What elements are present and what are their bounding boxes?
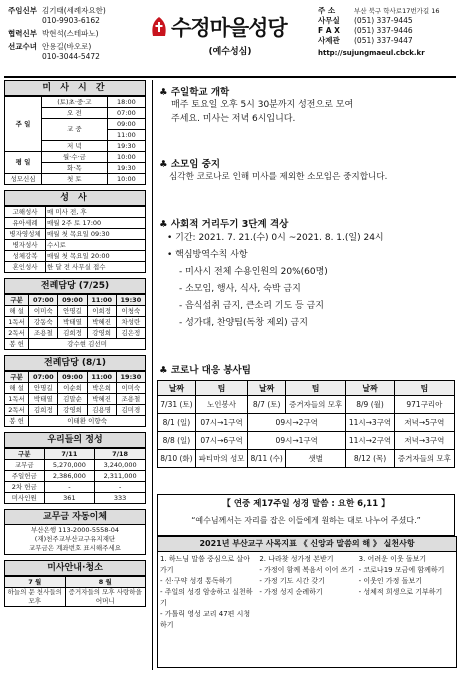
- cell: 이태환 이향숙: [29, 416, 146, 427]
- table-row: [5, 394, 146, 405]
- table-row: [5, 460, 146, 471]
- cell: 이희정: [87, 306, 116, 317]
- team: 샛별: [286, 450, 346, 468]
- mass-day: 월·수·금: [42, 152, 108, 163]
- verse-box: [157, 494, 455, 536]
- header-right: [318, 6, 458, 58]
- address-label: 주 소: [318, 6, 336, 15]
- news-line: • 기간: 2021. 7. 21.(수) 0시 ~2021. 8. 1.(일) 24시: [167, 233, 384, 243]
- office-phone: (051) 337-9445: [354, 16, 413, 25]
- role: 2독서: [5, 405, 29, 416]
- cell: 김은정: [116, 328, 145, 339]
- program-line: - 가정 성지 순례하기: [259, 588, 323, 596]
- team: 11시→3구역: [346, 414, 395, 432]
- sacrament-title: 성 사: [4, 190, 146, 206]
- cell: 강수현 김선미: [29, 339, 146, 350]
- table-row: [5, 449, 146, 460]
- col-header: 구분: [5, 449, 45, 460]
- role: 봉 헌: [5, 416, 29, 427]
- offering-type: 주일헌금: [5, 471, 45, 482]
- pastor-phone-label: [8, 16, 42, 26]
- sacrament-info: 매월 첫 목요일 09:30: [46, 229, 146, 240]
- role: 해 설: [5, 306, 29, 317]
- date: 7/31 (토): [158, 396, 196, 414]
- address-value: 부산 북구 학사로17번가길 16: [354, 7, 440, 15]
- sacrament-name: 혼인성사: [5, 262, 46, 273]
- news-title: 사회적 거리두기 3단계 격상: [170, 219, 289, 230]
- guide-title: 미사안내·청소: [4, 560, 146, 576]
- duty2-table: [4, 371, 146, 427]
- news-title: 주일학교 개학: [170, 87, 230, 98]
- guide-table: [4, 576, 146, 607]
- cell: 3,240,000: [95, 460, 146, 471]
- team: 증거자들의 모후: [286, 396, 346, 414]
- col-header: 날짜: [248, 381, 286, 396]
- cell: 안명길: [29, 383, 58, 394]
- cell: 박혜진: [87, 317, 116, 328]
- offering-type: 2차 헌금: [5, 482, 45, 493]
- news-line: - 미사시 전체 수용인원의 20%(60명): [179, 267, 328, 277]
- rectory-phone: (051) 337-9447: [354, 36, 413, 45]
- team: 11시→2구역: [346, 432, 395, 450]
- mass-day: 첫 토: [42, 174, 108, 185]
- table-row: [5, 588, 146, 607]
- program-title: 2021년 부산교구 사목지표 《 신앙과 말씀의 해 》 실천사항: [158, 537, 456, 552]
- bank-note: 교무금은 계좌번호 표시해주세요: [28, 544, 122, 552]
- mass-time: 11:00: [107, 130, 145, 141]
- col-header: 07:00: [29, 372, 58, 383]
- mass-time: 19:30: [107, 163, 145, 174]
- program-box: [157, 536, 457, 668]
- cell: 이미숙: [116, 383, 145, 394]
- table-row: [5, 152, 146, 163]
- news-line: 심각한 코로나로 인해 미사를 제외한 소모임은 중지합니다.: [169, 172, 388, 182]
- table-row: [5, 383, 146, 394]
- service-table: [157, 380, 455, 468]
- mass-group: 평 일: [5, 152, 42, 174]
- news-line: 매주 토요일 오후 5시 30분까지 성전으로 모여: [171, 100, 354, 110]
- team: 971구리아: [394, 396, 454, 414]
- col-header: 팀: [195, 381, 247, 396]
- cross-icon: [150, 16, 168, 38]
- cell: 361: [44, 493, 95, 504]
- bank-title: 교무금 자동이체: [4, 509, 146, 525]
- team: 09시→2구역: [248, 414, 346, 432]
- cell: 이청숙: [116, 306, 145, 317]
- cell: 박태열: [58, 317, 87, 328]
- table-row: [5, 372, 146, 383]
- program-line: - 가정이 함께 복음서 이어 쓰기: [259, 566, 355, 574]
- mass-day: 저 녁: [42, 141, 108, 152]
- table-row: [5, 317, 146, 328]
- team: 09시→1구역: [248, 432, 346, 450]
- cell: -: [95, 482, 146, 493]
- cell: 조용철: [29, 328, 58, 339]
- table-row: [5, 328, 146, 339]
- col-header: 7 월: [5, 577, 66, 588]
- cell: 김용명: [87, 405, 116, 416]
- website-link[interactable]: http://sujungmaeul.cbck.kr: [318, 49, 425, 57]
- role: 해 설: [5, 383, 29, 394]
- program-line: - 주일의 성경 암송하고 실천하기: [160, 588, 253, 607]
- cell: 안명길: [58, 306, 87, 317]
- mass-day: (토)초·중·고: [42, 97, 108, 108]
- program-line: - 성체적 희생으로 기부하기: [358, 588, 443, 596]
- cell: 박혜진: [87, 394, 116, 405]
- cell: 박태열: [29, 394, 58, 405]
- mass-time: 18:00: [107, 97, 145, 108]
- table-row: [5, 218, 146, 229]
- mass-time: 07:00: [107, 108, 145, 119]
- cell: 이미숙: [29, 306, 58, 317]
- mass-group: 주 일: [5, 97, 42, 152]
- service-schedule: [157, 380, 455, 468]
- cell: 조용철: [116, 394, 145, 405]
- cell: 강영희: [58, 405, 87, 416]
- duty2-title: 전례담당 (8/1): [4, 355, 146, 371]
- assistant-value: 박현석(스테파노): [42, 29, 99, 38]
- table-row: [5, 482, 146, 493]
- col-header: 11:00: [87, 295, 116, 306]
- office-label: 사무실: [318, 16, 340, 25]
- date: 8/9 (월): [346, 396, 395, 414]
- col-header: 7/11: [44, 449, 95, 460]
- cell: 이순희: [58, 383, 87, 394]
- mass-time: 19:30: [107, 141, 145, 152]
- news-item: [159, 156, 453, 184]
- team: 저녁→5구역: [394, 414, 454, 432]
- date: 8/1 (일): [158, 414, 196, 432]
- table-row: [5, 251, 146, 262]
- cell: 2,386,000: [44, 471, 95, 482]
- table-row: [5, 577, 146, 588]
- sister-value: 안용길(바오로): [42, 42, 92, 51]
- program-line: 1. 하느님 말씀 중심으로 살아가기: [160, 555, 250, 574]
- news-item: [159, 362, 453, 376]
- church-patron: (예수성심): [208, 47, 252, 57]
- pastor-label: 주임신부: [8, 6, 37, 15]
- assistant-label: 협력신부: [8, 29, 37, 38]
- table-row: [5, 97, 146, 108]
- col-header: 7/18: [95, 449, 146, 460]
- cell: 차성란: [116, 317, 145, 328]
- col-header: 팀: [286, 381, 346, 396]
- col-header: 구분: [5, 295, 29, 306]
- sacrament-name: 병자성사: [5, 240, 46, 251]
- mass-day: 오 전: [42, 108, 108, 119]
- table-row: [5, 262, 146, 273]
- news-title: 소모임 중지: [170, 159, 221, 170]
- cell: 박은희: [87, 383, 116, 394]
- sister-phone-label: [8, 52, 42, 62]
- mass-time: 09:00: [107, 119, 145, 130]
- date: 8/11 (수): [248, 450, 286, 468]
- news-line: - 음식섭취 금지, 큰소리 기도 등 금지: [179, 301, 324, 311]
- table-row: [158, 450, 455, 468]
- offering-table: [4, 448, 146, 504]
- table-row: [5, 416, 146, 427]
- bank-info: [4, 525, 146, 555]
- rectory-label: 사제관: [318, 36, 340, 45]
- fax-label: F A X: [318, 26, 340, 35]
- mass-time: 10:00: [107, 152, 145, 163]
- sacrament-name: 성체강복: [5, 251, 46, 262]
- table-row: [158, 396, 455, 414]
- team: 07시→6구역: [195, 432, 247, 450]
- news-line: - 소모임, 행사, 식사, 숙박 금지: [179, 284, 301, 294]
- clover-icon: ♣: [159, 87, 168, 98]
- team: 07시→1구역: [195, 414, 247, 432]
- pastor-value: 김기태(세례자요한): [42, 6, 106, 15]
- offering-title: 우리들의 정성: [4, 432, 146, 448]
- cell: -: [44, 482, 95, 493]
- program-col: [357, 552, 456, 633]
- guide-august: 증거자들의 모후 사랑하을 어머니: [65, 588, 145, 607]
- date: 8/7 (토): [248, 396, 286, 414]
- role: 1독서: [5, 317, 29, 328]
- cell: 김희정: [58, 328, 87, 339]
- church-logo: [150, 12, 310, 57]
- program-col: [257, 552, 356, 633]
- offering-type: 미사인원: [5, 493, 45, 504]
- sacrament-info: 매월 2주 토 17:00: [46, 218, 146, 229]
- sacrament-info: 수시로: [46, 240, 146, 251]
- sacrament-info: 한 달 전 사무실 접수: [46, 262, 146, 273]
- table-row: [5, 471, 146, 482]
- mass-title: 미 사 시 간: [4, 80, 146, 96]
- bank-account: 부산은행 113-2000-5558-04: [31, 526, 119, 534]
- cell: 김말순: [58, 394, 87, 405]
- mass-day: 화·목: [42, 163, 108, 174]
- news-line: • 핵심방역수칙 사항: [167, 250, 248, 260]
- table-row: [158, 414, 455, 432]
- news-line: - 성가대, 찬양팀(독창 제외) 금지: [179, 318, 308, 328]
- sacrament-name: 병자영성체: [5, 229, 46, 240]
- table-row: [5, 339, 146, 350]
- program-line: 3. 어려운 이웃 돌보기: [358, 555, 427, 563]
- cell: 강영희: [87, 328, 116, 339]
- program-line: - 가톨릭 영성 교리 47편 시청하기: [160, 610, 251, 629]
- sacrament-table: [4, 206, 146, 273]
- sacrament-name: 유아세례: [5, 218, 46, 229]
- table-row: [5, 405, 146, 416]
- role: 2독서: [5, 328, 29, 339]
- clover-icon: ♣: [159, 159, 168, 170]
- sacrament-name: 고해성사: [5, 207, 46, 218]
- program-line: - 신·구약 성경 통독하기: [160, 577, 233, 585]
- table-row: [158, 381, 455, 396]
- table-row: [5, 207, 146, 218]
- church-name: 수정마을성당: [171, 16, 287, 40]
- team: 노인봉사: [195, 396, 247, 414]
- pastor-phone: 010-9903-6162: [42, 16, 100, 25]
- verse-text: “예수님께서는 자리를 잡은 이들에게 원하는 대로 나누어 주셨다.”: [191, 516, 421, 525]
- cell: 2,311,000: [95, 471, 146, 482]
- program-line: - 코로나19 모금에 함께하기: [358, 566, 445, 574]
- program-line: - 가정 기도 시간 갖기: [259, 577, 325, 585]
- col-header: 19:30: [116, 295, 145, 306]
- mass-table: [4, 96, 146, 185]
- sister-label: 선교수녀: [8, 42, 37, 51]
- team: 파티마의 성모: [195, 450, 247, 468]
- col-header: 8 월: [65, 577, 145, 588]
- date: 8/10 (화): [158, 450, 196, 468]
- col-header: 팀: [394, 381, 454, 396]
- col-header: 구분: [5, 372, 29, 383]
- role: 봉 헌: [5, 339, 29, 350]
- table-row: [5, 493, 146, 504]
- bank-holder: (재)천주교부산교구유지재단: [34, 535, 116, 543]
- program-line: - 이웃인 가정 돌보기: [358, 577, 422, 585]
- program-col: [158, 552, 257, 633]
- fax-value: (051) 337-9446: [354, 26, 413, 35]
- col-header: 07:00: [29, 295, 58, 306]
- cell: 5,270,000: [44, 460, 95, 471]
- table-row: [5, 295, 146, 306]
- program-line: 2. 나라찾 성가정 본받기: [259, 555, 334, 563]
- guide-july: 하늘의 문 천사들의 모후: [5, 588, 66, 607]
- table-row: [158, 432, 455, 450]
- cell: 강동숙: [29, 317, 58, 328]
- table-row: [5, 174, 146, 185]
- sister-phone: 010-3044-5472: [42, 52, 100, 61]
- cell: 김희정: [29, 405, 58, 416]
- mass-time: 10:00: [107, 174, 145, 185]
- col-header: 날짜: [346, 381, 395, 396]
- col-header: 19:30: [116, 372, 145, 383]
- role: 1독서: [5, 394, 29, 405]
- duty1-title: 전례담당 (7/25): [4, 278, 146, 294]
- table-row: [5, 240, 146, 251]
- news-title: 코로나 대응 봉사팀: [170, 365, 251, 376]
- col-header: 11:00: [87, 372, 116, 383]
- col-header: 09:00: [58, 295, 87, 306]
- date: 8/12 (목): [346, 450, 395, 468]
- date: 8/8 (일): [158, 432, 196, 450]
- cell: 333: [95, 493, 146, 504]
- table-row: [5, 229, 146, 240]
- mass-group: 성모신심: [5, 174, 42, 185]
- main-content: [152, 80, 457, 670]
- duty1-table: [4, 294, 146, 350]
- header-left: [8, 6, 136, 62]
- sacrament-info: 매 미사 전, 후: [46, 207, 146, 218]
- sidebar: [4, 80, 146, 607]
- news-line: 주세요. 미사는 저녁 6시입니다.: [171, 114, 296, 124]
- verse-title: 【 연중 제17주일 성경 말씀 : 요한 6,11 】: [222, 499, 390, 509]
- col-header: 09:00: [58, 372, 87, 383]
- offering-type: 교무금: [5, 460, 45, 471]
- news-item: [159, 216, 453, 332]
- clover-icon: ♣: [159, 365, 168, 376]
- mass-day: 교 중: [42, 119, 108, 141]
- table-row: [5, 306, 146, 317]
- team: 증거자들의 모후: [394, 450, 454, 468]
- clover-icon: ♣: [159, 219, 168, 230]
- header-divider: [4, 76, 456, 78]
- news-item: [159, 84, 449, 126]
- col-header: 날짜: [158, 381, 196, 396]
- team: 저녁→3구역: [394, 432, 454, 450]
- sacrament-info: 매월 첫 목요일 20:00: [46, 251, 146, 262]
- cell: 김미경: [116, 405, 145, 416]
